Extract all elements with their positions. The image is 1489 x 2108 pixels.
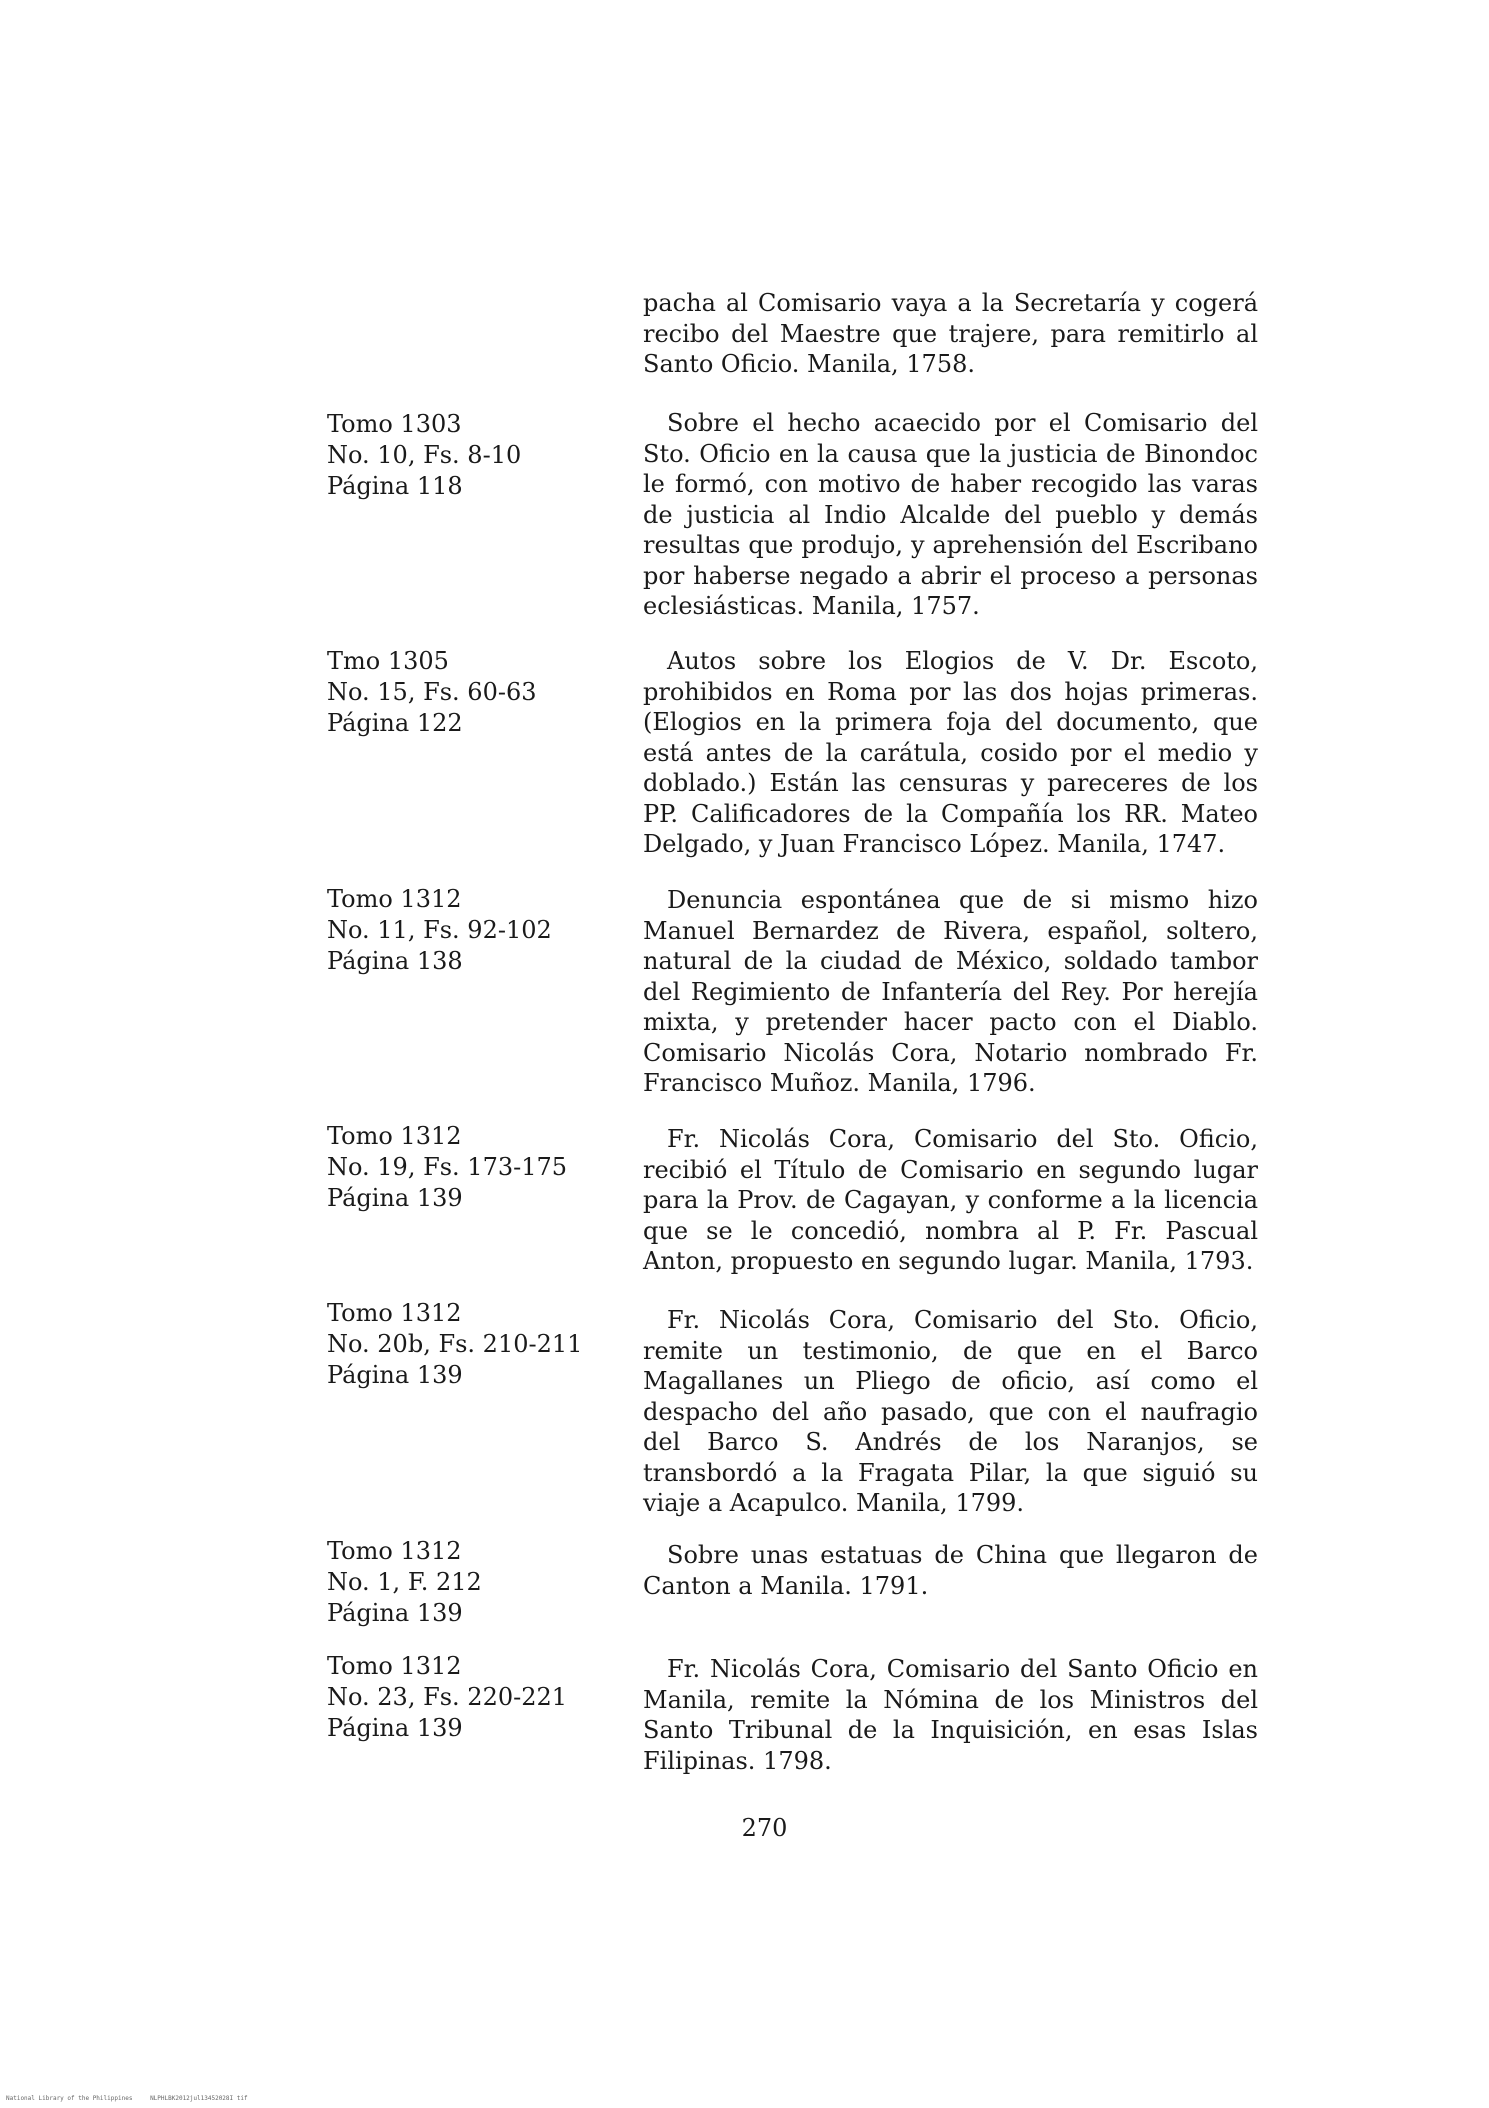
ref-folios: No. 11, Fs. 92-102	[327, 916, 552, 944]
ref-folios: No. 20b, Fs. 210-211	[327, 1330, 583, 1358]
entry-text-4: Fr. Nicolás Cora, Comisario del Sto. Oficio, recibió el Título de Comisario en segundo lugar para la Prov. de Cagayan, y conforme a la licencia que se le concedió, nombra al P. Fr. Pascual Anton, propuesto en segundo lugar. Manila, 1793.	[643, 1125, 1258, 1275]
ref-pagina: Página 139	[327, 1714, 463, 1742]
ref-pagina: Página 139	[327, 1599, 463, 1627]
ref-folios: No. 10, Fs. 8-10	[327, 441, 522, 469]
ref-tomo: Tmo 1305	[327, 647, 449, 675]
archive-reference-1	[327, 409, 597, 502]
ref-folios: No. 1, F. 212	[327, 1568, 482, 1596]
scan-footer	[6, 2095, 262, 2102]
ref-tomo: Tomo 1312	[327, 1122, 462, 1150]
archive-reference-3	[327, 884, 597, 977]
entry-text-1: Sobre el hecho acaecido por el Comisario del Sto. Oficio en la causa que la justicia de Binondoc le formó, con motivo de haber recogido las varas de justicia al Indio Alcalde del pueblo y demás resultas que produjo, y aprehensión del Escribano por haberse negado a abrir el proceso a personas eclesiásticas. Manila, 1757.	[643, 409, 1258, 620]
ref-pagina: Página 139	[327, 1361, 463, 1389]
entry-text-7: Fr. Nicolás Cora, Comisario del Santo Oficio en Manila, remite la Nómina de los Ministros del Santo Tribunal de la Inquisición, en esas Islas Filipinas. 1798.	[643, 1655, 1258, 1775]
entry-text-0: pacha al Comisario vaya a la Secretaría y cogerá recibo del Maestre que trajere, para remitirlo al Santo Oficio. Manila, 1758.	[643, 289, 1258, 378]
ref-tomo: Tomo 1312	[327, 1299, 462, 1327]
ref-folios: No. 15, Fs. 60-63	[327, 678, 537, 706]
archive-reference-2	[327, 646, 597, 739]
ref-pagina: Página 122	[327, 709, 463, 737]
ref-tomo: Tomo 1312	[327, 1537, 462, 1565]
archive-reference-4	[327, 1121, 597, 1214]
ref-tomo: Tomo 1312	[327, 1652, 462, 1680]
ref-folios: No. 19, Fs. 173-175	[327, 1153, 568, 1181]
ref-pagina: Página 139	[327, 1184, 463, 1212]
ref-tomo: Tomo 1303	[327, 410, 462, 438]
entry-text-2: Autos sobre los Elogios de V. Dr. Escoto, prohibidos en Roma por las dos hojas primeras. (Elogios en la primera foja del documento, que está antes de la carátula, cosido por el medio y doblado.) Están las censuras y pareceres de los PP. Calificadores de la Compañía los RR. Mateo Delgado, y Juan Francisco López. Manila, 1747.	[643, 647, 1258, 858]
footer-library: National Library of the Philippines	[6, 2095, 133, 2102]
archive-reference-5	[327, 1298, 597, 1391]
archive-reference-6	[327, 1536, 597, 1629]
archive-reference-7	[327, 1651, 597, 1744]
entry-text-3: Denuncia espontánea que de si mismo hizo Manuel Bernardez de Rivera, español, soltero, natural de la ciudad de México, soldado tambor del Regimiento de Infantería del Rey. Por herejía mixta, y pretender hacer pacto con el Diablo. Comisario Nicolás Cora, Notario nombrado Fr. Francisco Muñoz. Manila, 1796.	[643, 886, 1258, 1097]
entry-text-6: Sobre unas estatuas de China que llegaron de Canton a Manila. 1791.	[643, 1541, 1258, 1600]
ref-folios: No. 23, Fs. 220-221	[327, 1683, 568, 1711]
ref-pagina: Página 118	[327, 472, 463, 500]
footer-file-id: NLPHLBK2012jul13452028I tif	[150, 2095, 248, 2102]
entry-text-5: Fr. Nicolás Cora, Comisario del Sto. Oficio, remite un testimonio, de que en el Barco Magallanes un Pliego de oficio, así como el despacho del año pasado, que con el naufragio del Barco S. Andrés de los Naranjos, se transbordó a la Fragata Pilar, la que siguió su viaje a Acapulco. Manila, 1799.	[643, 1306, 1258, 1517]
ref-tomo: Tomo 1312	[327, 885, 462, 913]
page-number: 270	[741, 1814, 788, 1842]
ref-pagina: Página 138	[327, 947, 463, 975]
